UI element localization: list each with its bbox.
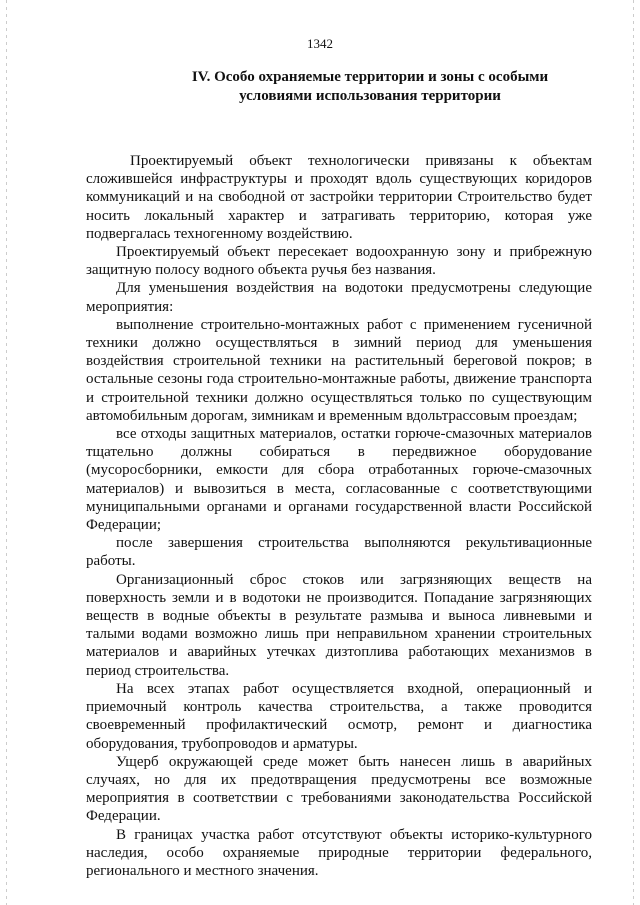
right-scan-edge xyxy=(633,0,634,905)
paragraph-measure-winter-works: выполнение строительно-монтажных работ с применением гусеничной техники должно осуществляться в зимний период для уменьшения воздействия строительной техники на растительный береговой покров; в остальные сезоны года строительно-монтажные работы, движение транспорта и строительной техники должно осуществляться только по существующим автомобильным дорогам, зимникам и временным вдольтрассовым проездам; xyxy=(86,316,592,424)
paragraph-water-protection-zone: Проектируемый объект пересекает водоохранную зону и прибрежную защитную полосу водного объекта ручья без названия. xyxy=(86,244,592,279)
paragraph-measures-intro: Для уменьшения воздействия на водотоки предусмотрены следующие мероприятия: xyxy=(86,280,592,315)
paragraph-damage: Ущерб окружающей среде может быть нанесен лишь в аварийных случаях, но для их предотвращения предусмотрены все возможные мероприятия в соответствии с требованиями законодательства Российской Федерации. xyxy=(86,753,592,825)
left-scan-edge xyxy=(6,0,7,905)
paragraph-project-infrastructure: Проектируемый объект технологически привязаны к объектам сложившейся инфраструктуры и проходят вдоль существующих коридоров коммуникаций и на свободной от застройки территории Строительство будет носить локальный характер и затрагивать территорию, которая уже подвергалась техногенному воздействию. xyxy=(86,153,592,242)
paragraph-measure-waste-collection: все отходы защитных материалов, остатки горюче-смазочных материалов тщательно должны собираться в передвижное оборудование (мусоросборники, емкости для сбора отработанных горюче-смазочных материалов) и вывозиться в места, согласованные с соответствующими муниципальными органами и органами государственной власти Российской Федерации; xyxy=(86,426,592,534)
section-title-line-2: условиями использования территории xyxy=(239,88,501,104)
section-title-line-1: IV. Особо охраняемые территории и зоны с особыми xyxy=(191,69,549,85)
page-number: 1342 xyxy=(307,36,333,51)
paragraph-discharge: Организационный сброс стоков или загрязняющих веществ на поверхность земли и в водотоки не производится. Попадание загрязняющих веществ в водные объекты в результате размыва и выноса ливневыми и талыми водами возможно лишь при неправильном хранении строительных материалов и аварийных утечках дизтоплива работающих механизмов в период строительства. xyxy=(86,571,592,679)
section-title xyxy=(120,68,620,106)
body-text xyxy=(86,152,592,880)
paragraph-heritage: В границах участка работ отсутствуют объекты историко-культурного наследия, особо охраняемые природные территории федерального, регионального и местного значения. xyxy=(86,826,592,879)
paragraph-quality-control: На всех этапах работ осуществляется входной, операционный и приемочный контроль качества строительства, а также проводится своевременный профилактический осмотр, ремонт и диагностика оборудования, трубопроводов и арматуры. xyxy=(86,680,592,752)
paragraph-measure-recultivation: после завершения строительства выполняются рекультивационные работы. xyxy=(86,535,592,570)
